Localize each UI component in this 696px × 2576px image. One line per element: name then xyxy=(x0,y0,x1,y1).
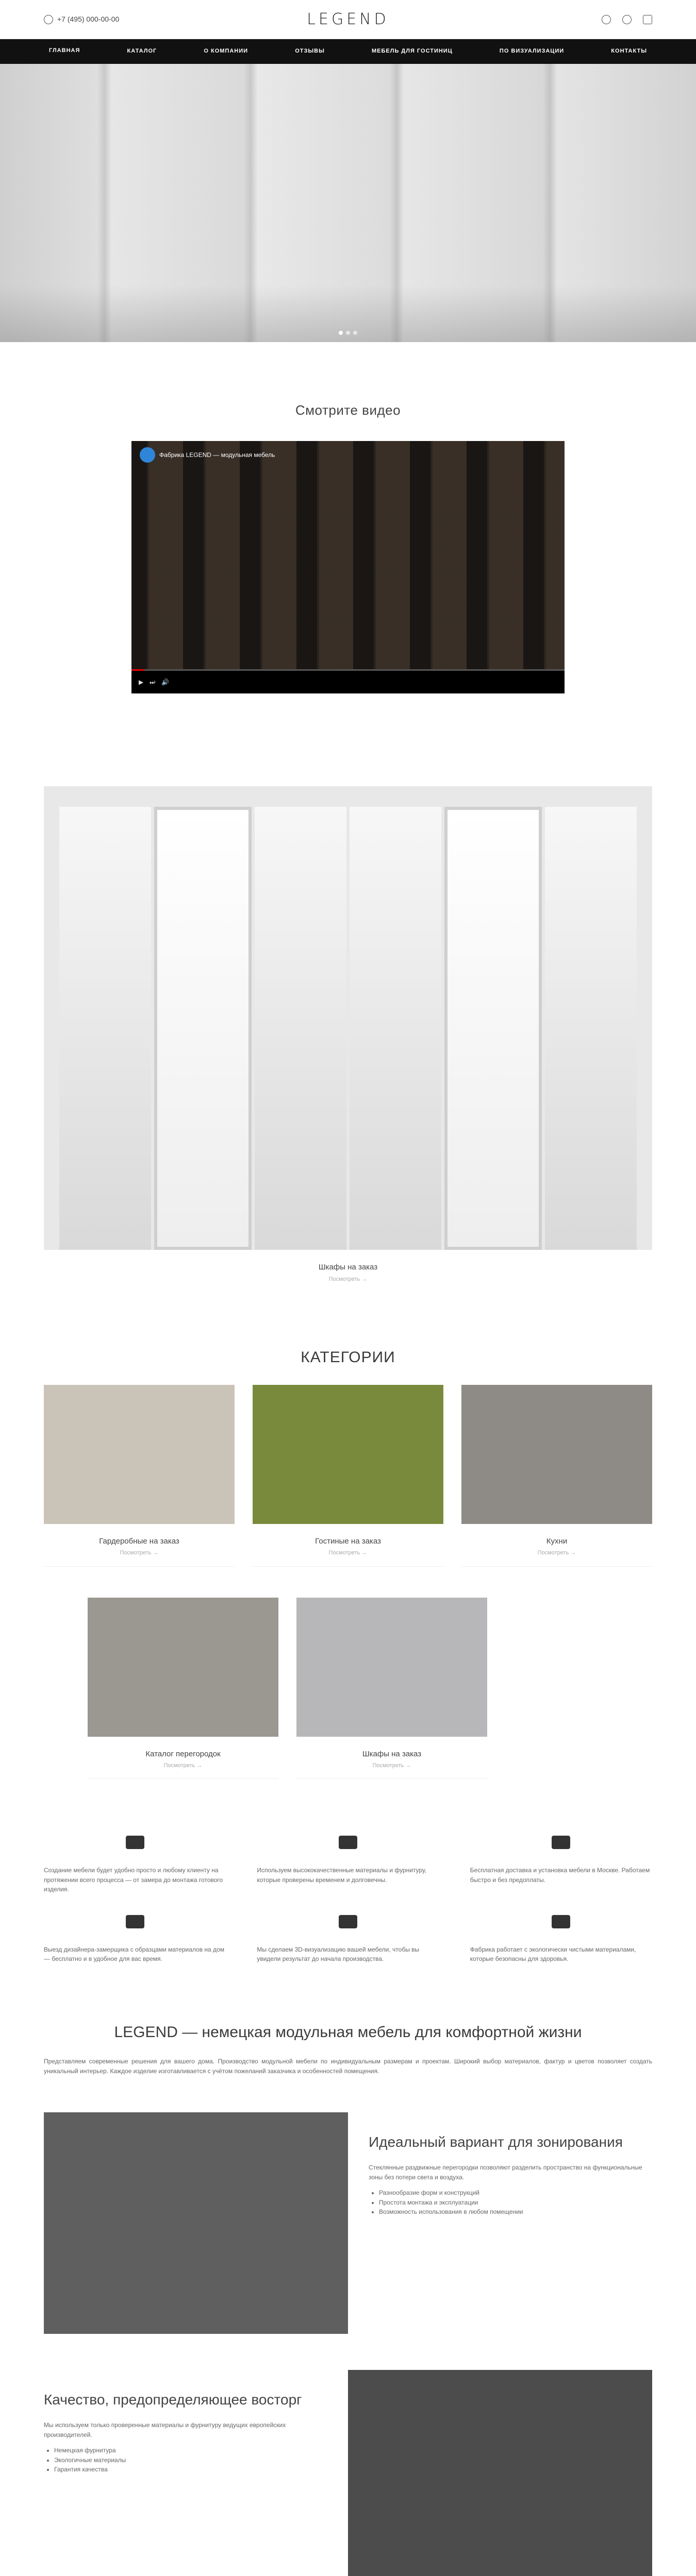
category-card[interactable] xyxy=(88,1598,278,1779)
box-icon xyxy=(339,1836,357,1849)
advantage-text: Мы сделаем 3D-визуализацию вашей мебели, чтобы вы увидели результат до начала производства. xyxy=(257,1945,420,1963)
category-label[interactable]: Гардеробные на заказ xyxy=(99,1537,179,1546)
category-image[interactable] xyxy=(296,1598,487,1737)
logo[interactable]: LEGEND xyxy=(307,10,389,28)
next-icon[interactable]: ⏭ xyxy=(150,679,156,686)
info-block xyxy=(44,2370,652,2576)
advantages-grid xyxy=(44,1836,652,1964)
advantage-item xyxy=(257,1915,439,1964)
slider-dot[interactable] xyxy=(346,331,350,335)
info-list-item: • Простота монтажа и эксплуатации xyxy=(379,2198,652,2208)
category-link[interactable]: Посмотреть → xyxy=(120,1550,159,1556)
cart-icon[interactable] xyxy=(643,15,652,24)
category-label[interactable]: Кухни xyxy=(546,1537,568,1546)
categories-title: КАТЕГОРИИ xyxy=(301,1348,395,1366)
nav-home[interactable]: ГЛАВНАЯ xyxy=(44,38,85,64)
nav-contacts[interactable]: КОНТАКТЫ xyxy=(611,48,647,55)
video-header xyxy=(140,447,275,463)
nav-catalog[interactable]: КАТАЛОГ xyxy=(127,48,157,55)
nav-visualization[interactable]: ПО ВИЗУАЛИЗАЦИИ xyxy=(499,48,565,55)
info-image xyxy=(348,2370,652,2576)
info-text: Мы используем только проверенные материалы и фурнитуру ведущих европейских производителей. xyxy=(44,2421,286,2438)
advantage-text: Фабрика работает с экологически чистыми материалами, которые безопасны для здоровья. xyxy=(470,1945,636,1963)
feature-caption[interactable]: Шкафы на заказ xyxy=(318,1263,378,1272)
categories-row-2 xyxy=(88,1598,652,1779)
search-icon[interactable] xyxy=(602,15,611,24)
video-section-title: Смотрите видео xyxy=(295,402,401,418)
phone-number[interactable]: +7 (495) 000-00-00 xyxy=(57,15,120,24)
video-player[interactable] xyxy=(131,441,565,693)
info-list-item: • Немецкая фурнитура xyxy=(54,2446,327,2455)
info-list-item: • Разнообразие форм и конструкций xyxy=(379,2188,652,2198)
nav-hotels[interactable]: МЕБЕЛЬ ДЛЯ ГОСТИНИЦ xyxy=(371,48,453,55)
video-controls xyxy=(131,671,565,693)
categories-row xyxy=(44,1385,652,1566)
phone-block[interactable] xyxy=(44,14,178,25)
advantage-item xyxy=(44,1836,226,1894)
feature-link[interactable]: Посмотреть → xyxy=(328,1276,368,1282)
user-icon[interactable] xyxy=(622,15,632,24)
advantage-text: Создание мебели будет удобно просто и любому клиенту на протяжении всего процесса — от замера до монтажа готового изделия. xyxy=(44,1866,223,1893)
info-text: Стеклянные раздвижные перегородки позволяют разделить пространство на функциональные зоны без потери света и воздуха. xyxy=(369,2164,642,2181)
channel-avatar[interactable] xyxy=(140,447,155,463)
video-caption[interactable]: Фабрика LEGEND — модульная мебель xyxy=(159,451,275,459)
phone-icon xyxy=(44,15,53,24)
advantage-text: Выезд дизайнера-замерщика с образцами материалов на дом — бесплатно и в удобное для вас время. xyxy=(44,1945,224,1963)
advantage-text: Бесплатная доставка и установка мебели в Москве. Работаем быстро и без предоплаты. xyxy=(470,1866,650,1884)
slider-dots xyxy=(339,331,357,335)
legend-text: Представляем современные решения для вашего дома. Производство модульной мебели по индивидуальным размерам и проектам. Широкий выбор материалов, фактур и цветов позволяет создать уникальный интерьер. Каждое изделие изготавливается с учётом пожеланий заказчика и особенностей помещения. xyxy=(44,2058,652,2075)
info-list-item: • Возможность использования в любом помещении xyxy=(379,2207,652,2217)
main-nav xyxy=(0,39,696,64)
slider-dot[interactable] xyxy=(353,331,357,335)
advantage-item xyxy=(257,1836,439,1894)
category-label[interactable]: Шкафы на заказ xyxy=(362,1749,422,1758)
category-link[interactable]: Посмотреть → xyxy=(537,1550,576,1556)
category-label[interactable]: Каталог перегородок xyxy=(145,1749,221,1758)
category-link[interactable]: Посмотреть → xyxy=(372,1762,411,1769)
category-image[interactable] xyxy=(253,1385,443,1524)
truck-icon xyxy=(552,1836,570,1849)
volume-icon[interactable]: 🔊 xyxy=(161,679,169,686)
info-title: Идеальный вариант для зонирования xyxy=(369,2133,623,2150)
play-icon[interactable]: ▶ xyxy=(139,679,144,686)
category-card[interactable] xyxy=(44,1385,235,1566)
nav-about[interactable]: О КОМПАНИИ xyxy=(204,48,248,55)
advantage-item xyxy=(470,1836,652,1894)
category-card[interactable] xyxy=(253,1385,443,1566)
recycle-icon xyxy=(552,1915,570,1928)
info-list-item: • Экологичные материалы xyxy=(54,2455,327,2465)
advantage-text: Используем высококачественные материалы и фурнитуру, которые проверены временем и долговечны. xyxy=(257,1866,427,1884)
top-bar xyxy=(0,0,696,39)
info-block xyxy=(44,2112,652,2334)
category-card[interactable] xyxy=(461,1385,652,1566)
feature-image[interactable] xyxy=(44,786,652,1250)
category-image[interactable] xyxy=(88,1598,278,1737)
category-link[interactable]: Посмотреть → xyxy=(163,1762,203,1769)
hero-slider[interactable] xyxy=(0,64,696,342)
pencil-icon xyxy=(339,1915,357,1928)
info-list-item: • Гарантия качества xyxy=(54,2465,327,2475)
category-label[interactable]: Гостиные на заказ xyxy=(315,1537,381,1546)
category-link[interactable]: Посмотреть → xyxy=(328,1550,368,1556)
video-frame xyxy=(131,441,565,671)
category-image[interactable] xyxy=(44,1385,235,1524)
advantage-item xyxy=(470,1915,652,1964)
category-image[interactable] xyxy=(461,1385,652,1524)
info-image xyxy=(44,2112,348,2334)
box-icon xyxy=(126,1836,144,1849)
legend-title: LEGEND — немецкая модульная мебель для комфортной жизни xyxy=(114,2023,582,2041)
nav-reviews[interactable]: ОТЗЫВЫ xyxy=(295,48,325,55)
slider-dot[interactable] xyxy=(339,331,343,335)
info-title: Качество, предопределяющее восторг xyxy=(44,2391,302,2408)
car-icon xyxy=(126,1915,144,1928)
category-card[interactable] xyxy=(296,1598,487,1779)
advantage-item xyxy=(44,1915,226,1964)
